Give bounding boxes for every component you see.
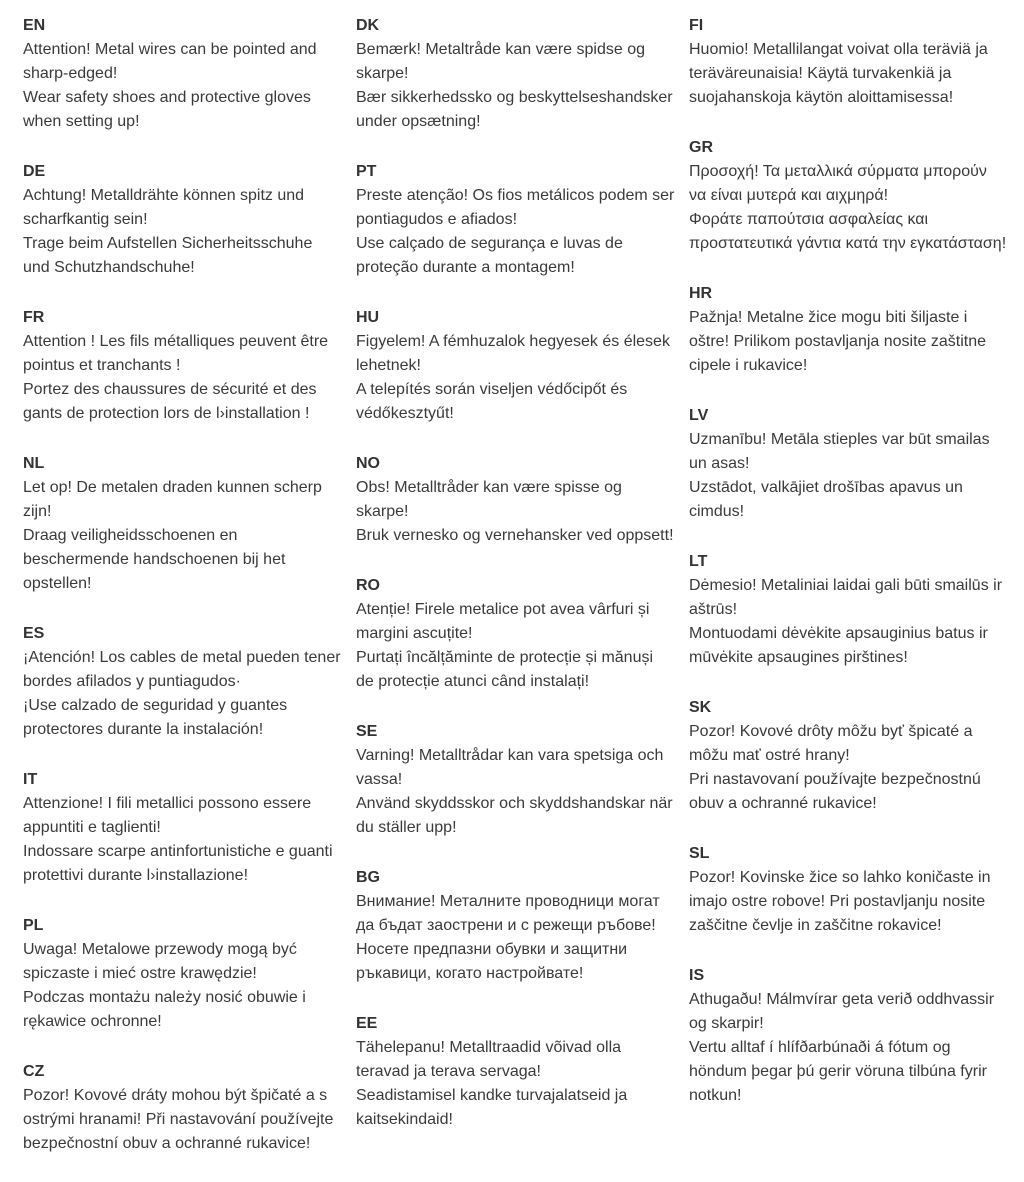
warning-text: Vertu alltaf í hlífðarbúnaði á fótum og höndum þegar þú gerir vöruna tilbúna fyrir notkun! (689, 1039, 987, 1104)
warning-text: Uzmanību! Metāla stieples var būt smailas un asas! (689, 431, 990, 472)
warning-text: Huomio! Metallilangat voivat olla teräviä ja teräväreunaisia! Käytä turvakenkiä ja suojahanskoja käytön aloittamisessa! (689, 41, 988, 106)
language-section (356, 1012, 675, 1132)
warning-text: Purtați încălțăminte de protecție și mănuși de protecție atunci când instalați! (356, 649, 654, 690)
language-section (23, 306, 342, 426)
language-code-heading: CZ (23, 1063, 45, 1080)
language-section (356, 720, 675, 840)
language-code-heading: SL (689, 845, 710, 862)
warning-text: Προσοχή! Τα μεταλλικά σύρματα μπορούν να είναι μυτερά και αιχμηρά! (689, 163, 987, 204)
warning-text: Pažnja! Metalne žice mogu biti šiljaste i oštre! Prilikom postavljanja nosite zaštitne cipele i rukavice! (689, 309, 987, 374)
language-section (689, 550, 1008, 670)
warning-text: Figyelem! A fémhuzalok hegyesek és élesek lehetnek! (356, 333, 670, 374)
warning-text: ¡Use calzado de seguridad y guantes protectores durante la instalación! (23, 697, 288, 738)
language-section (23, 768, 342, 888)
warning-text: Obs! Metalltråder kan være spisse og skarpe! (356, 479, 622, 520)
language-code-heading: NL (23, 455, 45, 472)
language-section (689, 14, 1008, 110)
language-code-heading: EE (356, 1015, 378, 1032)
language-section (689, 136, 1008, 256)
warning-text: Attention ! Les fils métalliques peuvent être pointus et tranchants ! (23, 333, 329, 374)
language-section (23, 14, 342, 134)
warning-column-3 (689, 14, 1008, 1182)
warning-text: Trage beim Aufstellen Sicherheitsschuhe und Schutzhandschuhe! (23, 235, 313, 276)
language-section (689, 696, 1008, 816)
language-section (689, 282, 1008, 378)
warning-text: Indossare scarpe antinfortunistiche e guanti protettivi durante l›installazione! (23, 843, 333, 884)
warning-text: Use calçado de segurança e luvas de proteção durante a montagem! (356, 235, 623, 276)
language-code-heading: DE (23, 163, 46, 180)
language-section (356, 306, 675, 426)
warning-text: Varning! Metalltrådar kan vara spetsiga och vassa! (356, 747, 664, 788)
language-code-heading: PL (23, 917, 44, 934)
warning-text: Använd skyddsskor och skyddshandskar när du ställer upp! (356, 795, 673, 836)
language-code-heading: SE (356, 723, 378, 740)
warning-text: Tähelepanu! Metalltraadid võivad olla teravad ja terava servaga! (356, 1039, 622, 1080)
warning-text: Atenție! Firele metalice pot avea vârfuri și margini ascuțite! (356, 601, 650, 642)
language-code-heading: IT (23, 771, 38, 788)
warning-text: Wear safety shoes and protective gloves when setting up! (23, 89, 311, 130)
language-section (23, 160, 342, 280)
warning-text: Bruk vernesko og vernehansker ved oppsett! (356, 527, 674, 544)
warning-text: Montuodami dėvėkite apsauginius batus ir mūvėkite apsaugines pirštines! (689, 625, 988, 666)
language-code-heading: LT (689, 553, 708, 570)
warning-text: Seadistamisel kandke turvajalatseid ja kaitsekindaid! (356, 1087, 628, 1128)
warning-text: Uwaga! Metalowe przewody mogą być spiczaste i mieć ostre krawędzie! (23, 941, 297, 982)
language-section (689, 964, 1008, 1108)
language-section (689, 842, 1008, 938)
warning-text: ¡Atención! Los cables de metal pueden tener bordes afilados y puntiagudos· (23, 649, 341, 690)
warning-text: Podczas montażu należy nosić obuwie i rękawice ochronne! (23, 989, 306, 1030)
language-section (356, 452, 675, 548)
language-code-heading: RO (356, 577, 380, 594)
warning-text: Внимание! Металните проводници могат да бъдат заострени и с режещи ръбове! (356, 893, 660, 934)
language-section (356, 866, 675, 986)
language-code-heading: ES (23, 625, 45, 642)
warning-text: Draag veiligheidsschoenen en beschermende handschoenen bij het opstellen! (23, 527, 286, 592)
warning-text: Носете предпазни обувки и защитни ръкавици, когато настройвате! (356, 941, 628, 982)
language-section (356, 160, 675, 280)
warning-text: Pri nastavovaní používajte bezpečnostnú obuv a ochranné rukavice! (689, 771, 981, 812)
warning-text: Bær sikkerhedssko og beskyttelseshandsker under opsætning! (356, 89, 673, 130)
warning-text: Φοράτε παπούτσια ασφαλείας και προστατευτικά γάντια κατά την εγκατάσταση! (689, 211, 1007, 252)
language-code-heading: HU (356, 309, 380, 326)
warning-text: Uzstādot, valkājiet drošības apavus un cimdus! (689, 479, 963, 520)
language-section (23, 452, 342, 596)
language-code-heading: GR (689, 139, 713, 156)
warning-text: Let op! De metalen draden kunnen scherp zijn! (23, 479, 322, 520)
warning-text: Pozor! Kovové dráty mohou být špičaté a s ostrými hranami! Při nastavování používejte bezpečnostní obuv a ochranné rukavice! (23, 1087, 334, 1152)
warning-text: Pozor! Kovové drôty môžu byť špicaté a môžu mať ostré hrany! (689, 723, 973, 764)
language-code-heading: LV (689, 407, 709, 424)
warning-text: Athugaðu! Málmvírar geta verið oddhvassir og skarpir! (689, 991, 995, 1032)
language-section (356, 14, 675, 134)
language-code-heading: HR (689, 285, 713, 302)
warning-text: Achtung! Metalldrähte können spitz und scharfkantig sein! (23, 187, 305, 228)
language-code-heading: FI (689, 17, 704, 34)
warning-text: A telepítés során viseljen védőcipőt és védőkesztyűt! (356, 381, 628, 422)
language-code-heading: SK (689, 699, 712, 716)
language-code-heading: BG (356, 869, 380, 886)
language-code-heading: DK (356, 17, 380, 34)
language-code-heading: FR (23, 309, 45, 326)
warning-text: Pozor! Kovinske žice so lahko koničaste in imajo ostre robove! Pri postavljanju nosite zaščitne čevlje in zaščitne rokavice! (689, 869, 991, 934)
warning-text: Portez des chaussures de sécurité et des gants de protection lors de l›installation ! (23, 381, 317, 422)
warning-text: Preste atenção! Os fios metálicos podem ser pontiagudos e afiados! (356, 187, 675, 228)
language-code-heading: NO (356, 455, 380, 472)
language-section (689, 404, 1008, 524)
warning-column-1 (23, 14, 342, 1182)
language-code-heading: EN (23, 17, 46, 34)
language-section (23, 1060, 342, 1156)
warning-text: Bemærk! Metaltråde kan være spidse og skarpe! (356, 41, 646, 82)
language-section (23, 914, 342, 1034)
warning-text: Dėmesio! Metaliniai laidai gali būti smailūs ir aštrūs! (689, 577, 1003, 618)
language-code-heading: IS (689, 967, 705, 984)
language-code-heading: PT (356, 163, 377, 180)
warning-text: Attention! Metal wires can be pointed and sharp-edged! (23, 41, 317, 82)
warning-text: Attenzione! I fili metallici possono essere appuntiti e taglienti! (23, 795, 312, 836)
warning-column-2 (356, 14, 675, 1182)
language-section (356, 574, 675, 694)
language-section (23, 622, 342, 742)
